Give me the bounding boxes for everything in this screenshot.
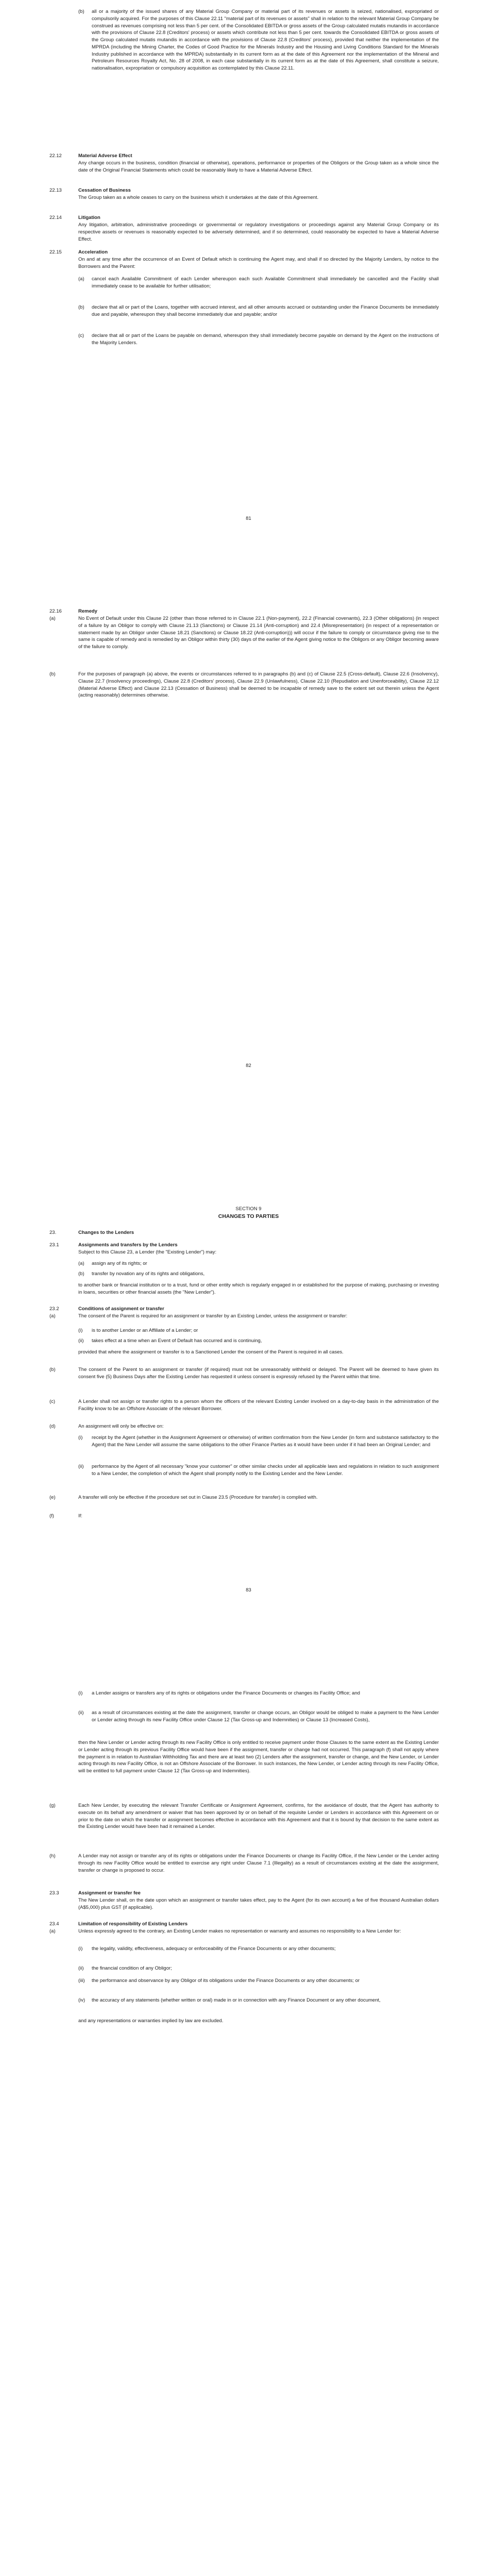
clause-number: 23. [49,1230,57,1235]
clause-marker: (a) [78,276,84,282]
clause-heading: Litigation [78,215,100,221]
clause-marker: (d) [49,1423,56,1429]
clause-heading: Assignment or transfer fee [78,1890,141,1896]
clause-marker: (c) [49,1399,56,1404]
section-title: CHANGES TO PARTIES [218,1213,279,1219]
clause-text: and any representations or warranties implied by law are excluded. [78,2018,224,2024]
clause-text: declare that all or part of the Loans be payable on demand, whereupon they shall immediately become payable on demand by the Agent on the instructions of the Majority Lenders. [92,333,439,346]
clause-marker: (ii) [78,1464,84,1469]
clause-text: then the New Lender or Lender acting through its new Facility Office is only entitled to receive payment under those Clauses to the same extent as the Existing Lender or Lender acting through its previous Facility Office would have been if the assignment, transfer or change had not occurred. This paragraph (f) shall not apply where the payment is in relation to Australian Withholding Tax and there are at least two (2) Lenders after the assignment, transfer or change, and the New Lender, or Lender acting through its new Facility Office, is not an Offshore Associate of the Borrower. In such instances, the New Lender, or Lender acting through its new Facility Office, will be entitled to full payment under Clause 12 (Tax Gross-up and Indemnities). [78,1740,439,1774]
clause-text: the accuracy of any statements (whether written or oral) made in or in connection with any Finance Document or any other document, [92,1997,381,2003]
clause-text: Subject to this Clause 23, a Lender (the "Existing Lender") may: [78,1249,217,1255]
clause-text: the financial condition of any Obligor; [92,1965,172,1971]
clause-text: The New Lender shall, on the date upon which an assignment or transfer takes effect, pay to the Agent (for its own account) a fee of five thousand Australian dollars (A$5,000) plus GST (if applicable). [78,1897,439,1910]
clause-number: 22.12 [49,153,62,159]
clause-number: 22.15 [49,249,62,255]
clause-text: is to another Lender or an Affiliate of a Lender; or [92,1328,198,1333]
clause-text: as a result of circumstances existing at the date the assignment, transfer or change occurs, an Obligor would be obliged to make a payment to the New Lender or Lender acting through its new Facility Office under Clause 12 (Tax Gross-up and Indemnities) or Clause 13 (Increased Costs), [92,1710,439,1723]
clause-heading: Acceleration [78,249,108,255]
clause-text: No Event of Default under this Clause 22 (other than those referred to in Clause 22.1 (Non-payment), 22.2 (Financial covenants), 22.3 (Other obligations) (in respect of a failure by an Obligor to comply with Clause 21.13 (Sanctions) or Clause 21.14 (Anti-corruption) and 22.4 (Misrepresentation) (in respect of a representation or statement made by an Obligor under Clause 18.21 (Sanctions) or Clause 18.22 (Anti-corruption))) will occur if the failure to comply or circumstance giving rise to the same is capable of remedy and is remedied by an Obligor within thirty (30) days of the earlier of the Agent giving notice to the Obligors or any Obligor becoming aware of the failure to comply. [78,616,439,650]
clause-text: assign any of its rights; or [92,1261,147,1266]
clause-text: the performance and observance by any Obligor of its obligations under the Finance Documents or any other documents; or [92,1978,360,1984]
clause-marker: (b) [78,1271,84,1277]
clause-marker: (g) [49,1803,56,1808]
clause-marker: (ii) [78,1710,84,1716]
clause-heading: Conditions of assignment or transfer [78,1306,164,1312]
clause-marker: (a) [49,1928,56,1934]
clause-marker: (ii) [78,1965,84,1971]
page-number: 81 [246,516,251,521]
clause-number: 22.14 [49,215,62,221]
clause-marker: (i) [78,1328,83,1333]
clause-text: Any litigation, arbitration, administrative proceedings or governmental or regulatory investigations or proceedings against any Material Group Company or its respective assets or revenues is reasonably expected to be adversely determined, and if so determined, could reasonably be expected to have a Material Adverse Effect. [78,222,439,242]
clause-marker: (i) [78,1435,83,1440]
clause-marker: (b) [49,1367,56,1372]
clause-heading: Limitation of responsibility of Existing Lenders [78,1921,188,1927]
clause-heading: Cessation of Business [78,188,131,193]
clause-marker: (c) [78,333,84,338]
clause-marker: (b) [78,304,84,310]
clause-number: 23.3 [49,1890,59,1896]
clause-number: 23.4 [49,1921,59,1927]
clause-text: A transfer will only be effective if the procedure set out in Clause 23.5 (Procedure for transfer) is complied with. [78,1495,318,1500]
clause-text: declare that all or part of the Loans, together with accrued interest, and all other amounts accrued or outstanding under the Finance Documents be immediately due and payable, whereupon they shall become immediately due and payable; and/or [92,304,439,317]
clause-text: The Group taken as a whole ceases to carry on the business which it undertakes at the date of this Agreement. [78,195,319,200]
clause-marker: (b) [78,9,84,14]
clause-heading: Material Adverse Effect [78,153,132,159]
clause-text: A Lender may not assign or transfer any of its rights or obligations under the Finance Documents or change its Facility Office, if the New Lender or the Lender acting through its new Facility Office would be entitled to exercise any right under Clause 7.1 (Illegality) as a result of circumstances existing at the date the assignment, transfer or change is proposed to occur. [78,1853,439,1873]
clause-marker: (ii) [78,1338,84,1344]
clause-heading: Changes to the Lenders [78,1230,134,1235]
clause-text: cancel each Available Commitment of each Lender whereupon each such Available Commitment shall immediately be cancelled and the Facility shall immediately cease to be available for further utilisation; [92,276,439,289]
clause-number: 23.2 [49,1306,59,1312]
clause-text: A Lender shall not assign or transfer rights to a person whom the officers of the relevant Existing Lender involved on a day-to-day basis in the administration of the Facility know to be an Offshore Associate of the relevant Borrower. [78,1399,439,1412]
clause-marker: (b) [49,671,56,677]
page-number: 82 [246,1063,251,1069]
section-label: SECTION 9 [235,1206,262,1212]
clause-text: Each New Lender, by executing the relevant Transfer Certificate or Assignment Agreement, confirms, for the avoidance of doubt, that the Agent has authority to execute on its behalf any amendment or waiver that has been approved by or on behalf of the requisite Lender or Lenders in accordance with this Agreement on or prior to the date on which the transfer or assignment becomes effective in accordance with this Agreement and that it is bound by that decision to the same extent as the Existing Lender would have been had it remained a Lender. [78,1803,439,1830]
clause-marker: (i) [78,1690,83,1696]
clause-text: The consent of the Parent is required for an assignment or transfer by an Existing Lender, unless the assignment or transfer: [78,1313,348,1319]
clause-text: For the purposes of paragraph (a) above, the events or circumstances referred to in paragraphs (b) and (c) of Clause 22.5 (Cross-default), Clause 22.6 (Insolvency), Clause 22.7 (Insolvency proceedings), Clause 22.8 (Creditors' process), Clause 22.9 (Unlawfulness), Clause 22.10 (Repudiation and Unenforceability), Clause 22.12 (Material Adverse Effect) and Clause 22.13 (Cessation of Business) shall be deemed to be incapable of remedy save to the extent set out therein unless the Agent (acting reasonably) determines otherwise. [78,671,439,699]
clause-text: the legality, validity, effectiveness, adequacy or enforceability of the Finance Documents or any other documents; [92,1946,336,1952]
clause-text: a Lender assigns or transfers any of its rights or obligations under the Finance Documents or changes its Facility Office; and [92,1690,361,1696]
clause-text: provided that where the assignment or transfer is to a Sanctioned Lender the consent of the Parent is required in all cases. [78,1349,344,1355]
clause-marker: (e) [49,1495,56,1500]
clause-heading: Assignments and transfers by the Lenders [78,1242,178,1248]
clause-marker: (a) [49,616,56,621]
clause-text: transfer by novation any of its rights and obligations, [92,1271,205,1277]
clause-text: An assignment will only be effective on: [78,1423,164,1429]
clause-marker: (iii) [78,1978,85,1984]
clause-heading: Remedy [78,608,97,614]
clause-text: Any change occurs in the business, condition (financial or otherwise), operations, performance or properties of the Obligors or the Group taken as a whole since the date of the Original Financial Statements which could be reasonably likely to have a Material Adverse Effect. [78,160,439,173]
clause-text: receipt by the Agent (whether in the Assignment Agreement or otherwise) of written confirmation from the New Lender (in form and substance satisfactory to the Agent) that the New Lender will assume the same obligations to the other Finance Parties as it would have been under if it had been an Original Lender; and [92,1435,439,1448]
clause-text: On and at any time after the occurrence of an Event of Default which is continuing the Agent may, and shall if so directed by the Majority Lenders, by notice to the Borrowers and the Parent: [78,257,439,269]
clause-text: Unless expressly agreed to the contrary, an Existing Lender makes no representation or warranty and assumes no responsibility to a New Lender for: [78,1928,401,1934]
clause-number: 22.13 [49,188,62,193]
clause-marker: (i) [78,1946,83,1952]
clause-marker: (a) [78,1261,84,1266]
clause-text: to another bank or financial institution or to a trust, fund or other entity which is regularly engaged in or established for the purpose of making, purchasing or investing in loans, securities or other financial assets (the "New Lender"). [78,1282,439,1295]
clause-number: 23.1 [49,1242,59,1248]
clause-text: performance by the Agent of all necessary "know your customer" or other similar checks under all applicable laws and regulations in relation to such assignment to a New Lender, the completion of which the Agent shall promptly notify to the Existing Lender and the New Lender. [92,1464,439,1477]
clause-marker: (a) [49,1313,56,1319]
page-number: 83 [246,1587,251,1593]
clause-number: 22.16 [49,608,62,614]
clause-marker: (iv) [78,1997,85,2003]
clause-text: all or a majority of the issued shares of any Material Group Company or material part of its revenues or assets is seized, nationalised, expropriated or compulsorily acquired. For the purposes of this Clause 22.11 "material part of its revenues or assets" shall in relation to the relevant Material Group Company be construed as revenues comprising not less than 5 per cent. of the Consolidated EBITDA or gross assets of the Group calculated mutatis mutandis in accordance with the provisions of Clause 22.8 (Creditors' process) or assets which contribute not less than 5 per cent. towards the Consolidated EBITDA or gross assets of the Group calculated mutatis mutandis in accordance with the provisions of Clause 22.8 (Creditors' process), provided that neither the implementation of the MPRDA (including the Mining Charter, the Codes of Good Practice for the Minerals Industry and the Housing and Living Conditions Standard for the Minerals Industry published in accordance with the MPRDA) substantially in its current form as at the date of this Agreement nor the implementation of the Mineral and Petroleum Resources Royalty Act, No. 28 of 2008, in each case substantially in its current form as at the date of this Agreement, shall constitute a seizure, nationalisation, expropriation or compulsory acquisition as contemplated by this Clause 22.11. [92,9,439,72]
clause-marker: (f) [49,1513,54,1519]
clause-text: takes effect at a time when an Event of Default has occurred and is continuing, [92,1338,262,1344]
clause-marker: (h) [49,1853,56,1859]
clause-text: If: [78,1513,82,1519]
clause-text: The consent of the Parent to an assignment or transfer (if required) must not be unreasonably withheld or delayed. The Parent will be deemed to have given its consent five (5) Business Days after the Existing Lender has requested it unless consent is expressly refused by the Parent within that time. [78,1367,439,1380]
